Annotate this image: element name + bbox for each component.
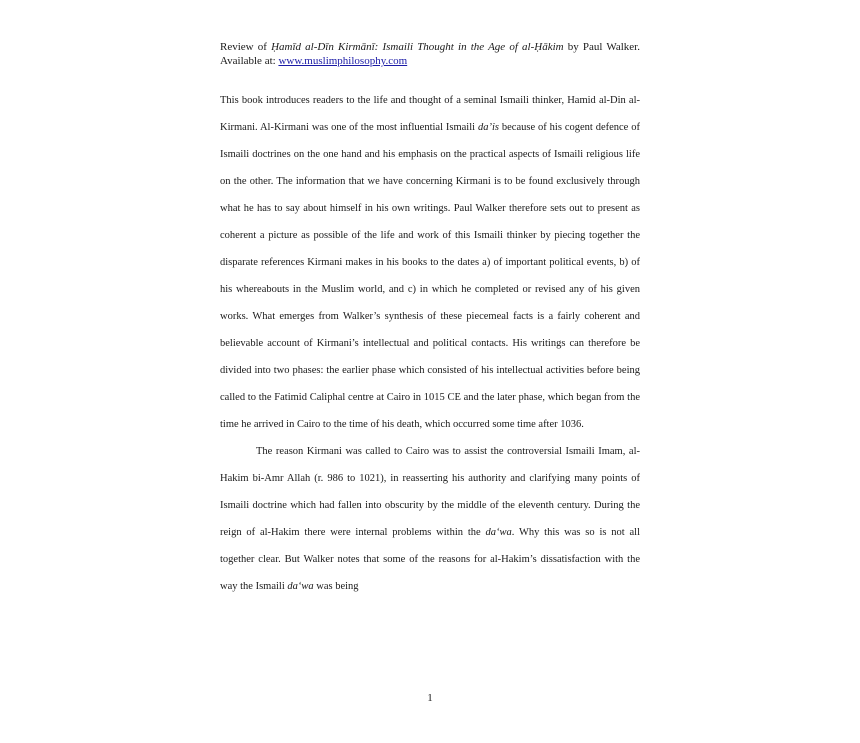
italic-term: da’is xyxy=(477,122,499,133)
website-link[interactable]: www.muslimphilosophy.com xyxy=(278,55,408,67)
paragraph-2 xyxy=(220,438,640,600)
review-header xyxy=(220,40,640,68)
italic-term: da‘wa xyxy=(287,581,314,592)
text-segment: because of his cogent defence of Ismaili doctrines on the one hand and his emphasis on the practical aspects of Ismaili religious life on the other. The information that we have concerning Kirmani is to be found exclusively through what he has to say about himself in his own writings. Paul Walker therefore sets out to present as coherent a picture as possible of the life and work of this Ismaili thinker by piecing together the disparate references Kirmani makes in his books to the dates a) of important political events, b) of his whereabouts in the Muslim world, and c) in which he completed or revised any of his given works. What emerges from Walker’s synthesis of these piecemeal facts is a fairly coherent and believable account of Kirmani’s intellectual and political contacts. His writings can therefore be divided into two phases: the earlier phase which consisted of his intellectual activities before being called to the Fatimid Caliphal centre at Cairo in 1015 CE and the later phase, which began from the time he arrived in Cairo to the time of his death, which occurred some time after 1036. xyxy=(220,122,640,430)
text-segment: The reason Kirmani was called to Cairo was to assist the controversial Ismaili Imam, al-Hakim bi-Amr Allah (r. 986 to 1021), in reasserting his authority and clarifying many points of Ismaili doctrine which had fallen into obscurity by the middle of the eleventh century. During the reign of al-Hakim there were internal problems within the xyxy=(220,446,640,538)
text-segment: . Why this was so is not all together clear. But Walker notes that some of the reasons for al-Hakim’s dissatisfaction with the way the Ismaili xyxy=(220,527,640,592)
text-segment: This book introduces readers to the life and thought of a seminal Ismaili thinker, Hamid al-Din al-Kirmani. Al-Kirmani was one of the most influential Ismaili xyxy=(220,95,640,133)
header-author: by Paul Walker. Available at: xyxy=(220,41,640,67)
book-title: Ḥamīd al-Dīn Kirmānī: Ismaili Thought in the Age of al-Ḥākim xyxy=(271,41,564,53)
paragraph-1 xyxy=(220,87,640,438)
body-text xyxy=(220,87,640,600)
text-segment: was being xyxy=(313,581,359,592)
page-number: 1 xyxy=(427,692,433,704)
italic-term: da‘wa xyxy=(485,527,512,538)
header-prefix: Review of xyxy=(220,41,272,53)
